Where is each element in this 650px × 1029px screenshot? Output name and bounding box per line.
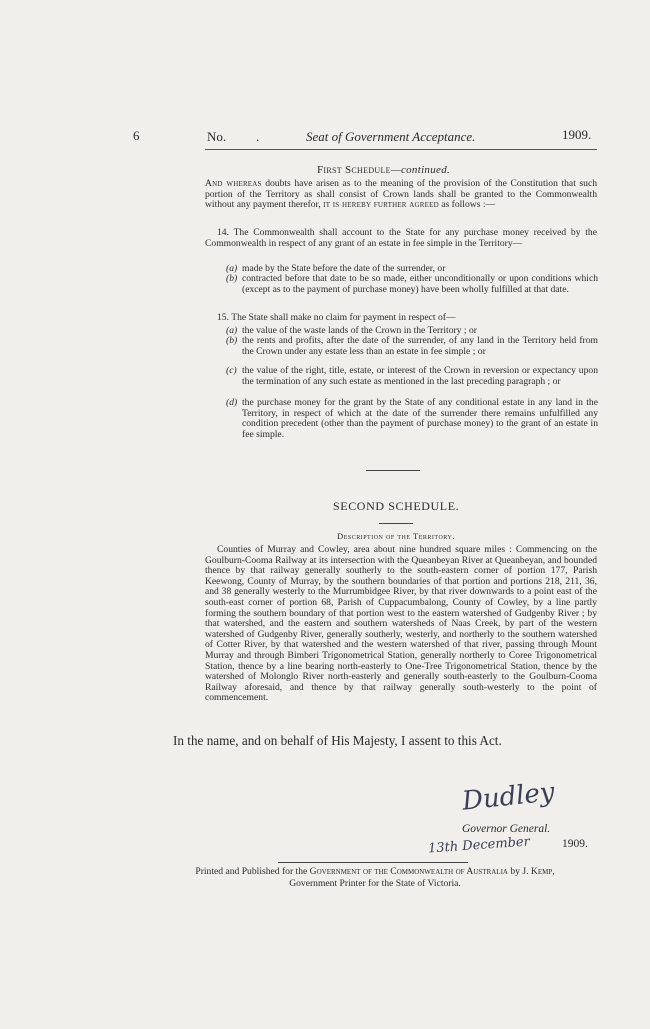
- first-schedule-title: [317, 164, 450, 176]
- item-text: contracted before that date to be so made, either unconditionally or upon conditions which (except as to the payment of purchase money) have been wholly fulfilled at that date.: [242, 273, 598, 295]
- clause-15-item-d: [226, 398, 598, 440]
- printer-imprint: [145, 866, 605, 890]
- item-label: (b): [226, 273, 238, 284]
- assent-date-year: 1909.: [562, 838, 588, 850]
- whereas-paragraph: [205, 179, 597, 211]
- running-title: Seat of Government Acceptance.: [306, 129, 476, 144]
- imprint-government: Government of the Commonwealth of Australia: [309, 866, 508, 877]
- first-schedule-title-main: First Schedule: [317, 164, 391, 176]
- imprint-line-1: [145, 866, 605, 878]
- header-year: 1909.: [562, 127, 592, 142]
- item-text: the purchase money for the grant by the State of any conditional estate in any land in the Territory, in respect of which at the date of the surrender there remains unfulfilled any condition precedent (other than the payment of purchase money) to the grant of an estate in fee simple.: [242, 397, 598, 440]
- imprint-printer-name: J. Kemp,: [522, 866, 555, 877]
- section-divider: [366, 470, 420, 471]
- second-schedule-title: SECOND SCHEDULE.: [333, 499, 460, 513]
- clause-14-item-b: [226, 274, 598, 295]
- assent-date-handwritten: 13th December: [427, 834, 531, 857]
- item-label: (c): [226, 365, 237, 376]
- header-rule: [205, 149, 597, 150]
- imprint-line-2: Government Printer for the State of Victoria.: [289, 878, 461, 889]
- imprint-text-c: by: [507, 866, 523, 877]
- governor-general-label: Governor General.: [462, 823, 551, 835]
- clause-14: 14. The Commonwealth shall account to the State for any purchase money received by the Commonwealth in respect of any grant of an estate in fee simple in the Territory—: [205, 227, 597, 249]
- imprint-text-a: Printed and Published for the: [195, 866, 310, 877]
- whereas-tail: as follows :—: [438, 199, 496, 211]
- second-schedule-subtitle: Description of the Territory.: [337, 531, 455, 541]
- item-text: the value of the waste lands of the Crown in the Territory ; or: [242, 325, 477, 336]
- item-label: (a): [226, 263, 238, 274]
- item-label: (b): [226, 335, 238, 346]
- governor-signature: Dudley: [460, 777, 556, 817]
- item-text: the rents and profits, after the date of the surrender, of any land in the Territory held from the Crown under any estate less than an estate in fee simple ; or: [242, 335, 598, 357]
- second-schedule-underline: [379, 523, 413, 524]
- whereas-agreed: it is hereby further agreed: [323, 199, 439, 211]
- item-label: (d): [226, 397, 238, 408]
- number-label: No.: [207, 129, 227, 144]
- whereas-lead: And whereas: [205, 178, 262, 189]
- clause-15-item-b: [226, 336, 598, 357]
- page-number: 6: [133, 128, 140, 143]
- item-text: the value of the right, title, estate, or interest of the Crown in reversion or expectancy upon the termination of any such estate as mentioned in the last preceding paragraph ; or: [242, 365, 598, 387]
- clause-15-item-c: [226, 366, 598, 387]
- whereas-text: doubts have arisen as to the meaning of the provision of the Constitution that such portion of the Territory as shall consist of Crown lands shall be granted to the Commonwealth without any payment therefor,: [205, 178, 598, 211]
- first-schedule-title-continued: —continued.: [390, 164, 451, 176]
- assent-statement: In the name, and on behalf of His Majesty, I assent to this Act.: [173, 733, 502, 748]
- footer-rule: [278, 862, 468, 863]
- item-label: (a): [226, 325, 238, 336]
- clause-15: 15. The State shall make no claim for payment in respect of—: [217, 312, 456, 323]
- territory-description: Counties of Murray and Cowley, area about nine hundred square miles : Commencing on the Goulburn-Cooma Railway at its intersection with the Queanbeyan River at Queanbeyan, and bounded thence by that railway generally southerly to the south-eastern corner of portion 177, Parish Keewong, County of Murray, by the southern boundaries of that portion and portions 218, 211, 36, and 38 generally westerly to the Murrumbidgee River, by that river downwards to a point east of the south-east corner of portion 68, Parish of Cuppacumbalong, County of Cowley, by a line partly forming the southern boundary of that portion west to the eastern watershed of Gudgenby River ; by that watershed, and the eastern and southern watersheds of Naas Creek, by part of the western watershed of Gudgenby River, generally southerly, westerly, and northerly to the southern watershed of Cotter River, by that watershed and the western watershed of that river, passing through Mount Murray and through Bimberi Trigonometrical Station, generally northerly to Coree Trigonometrical Station, thence by a line bearing north-easterly to One-Tree Trigonometrical Station, thence by the watershed of Molonglo River north-easterly and generally south-easterly to the Goulburn-Cooma Railway aforesaid, and thence by that railway generally south-westerly to the point of commencement.: [205, 544, 597, 704]
- number-dot: .: [256, 129, 260, 144]
- item-text: made by the State before the date of the surrender, or: [242, 263, 446, 274]
